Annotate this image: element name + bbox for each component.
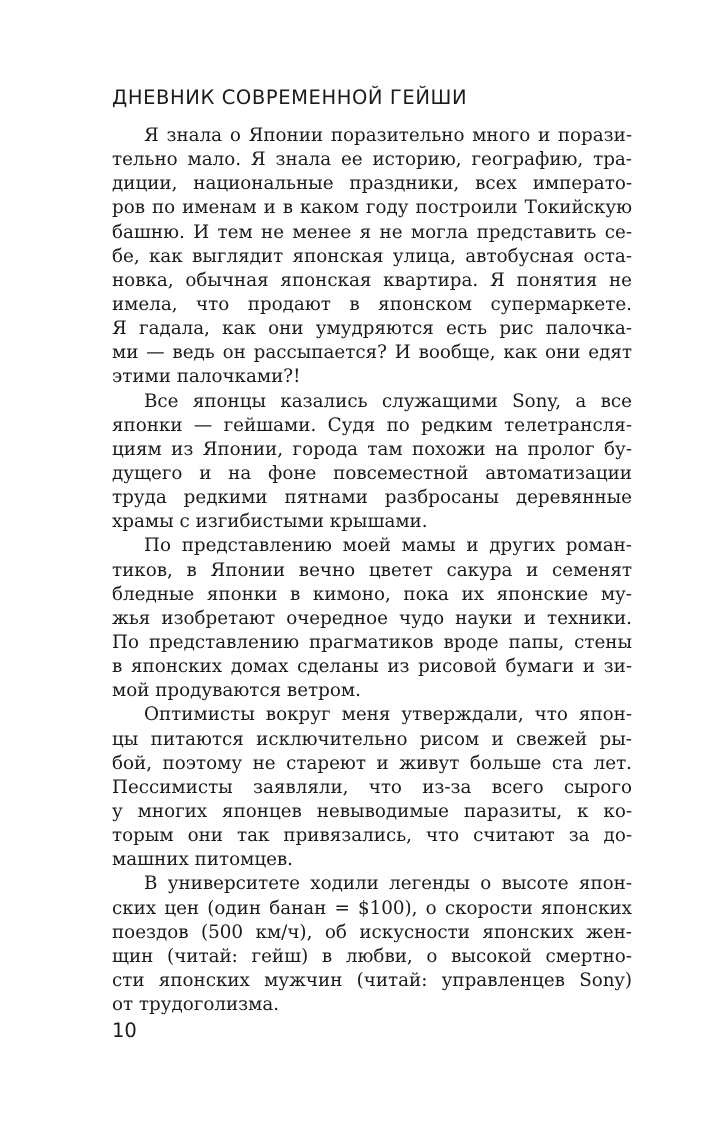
text-line: японки — гейшами. Судя по редким телетрансля- xyxy=(112,414,632,436)
text-line: Я гадала, как они умудряются есть рис палочка- xyxy=(112,318,632,340)
text-line: у многих японцев невыводимые паразиты, к ко- xyxy=(112,800,632,822)
paragraph xyxy=(112,390,632,535)
text-line: жья изобретают очередное чудо науки и техники. xyxy=(112,607,632,629)
text-line: храмы с изгибистыми крышами. xyxy=(112,511,428,533)
paragraph xyxy=(112,124,632,390)
text-line: Все японцы казались служащими Sony, а все xyxy=(144,390,632,412)
text-line: этими палочками?! xyxy=(112,366,301,388)
paragraph xyxy=(112,534,632,703)
text-line: ров по именам и в каком году построили Токийскую xyxy=(112,197,632,219)
text-line: поездов (500 км/ч), об искусности японских жен- xyxy=(112,921,632,943)
text-line: труда редкими пятнами разбросаны деревянные xyxy=(112,487,632,509)
text-line: ских цен (один банан = $100), о скорости японских xyxy=(112,897,632,919)
text-line: сти японских мужчин (читай: управленцев Sony) xyxy=(112,969,632,991)
text-line: В университете ходили легенды о высоте япон- xyxy=(144,873,632,895)
text-line: ми — ведь он рассыпается? И вообще, как они едят xyxy=(112,342,632,364)
text-line: торым они так привязались, что считают за до- xyxy=(112,825,632,847)
body-text xyxy=(112,124,632,1017)
text-line: циям из Японии, города там похожи на пролог бу- xyxy=(112,438,632,460)
text-line: от трудоголизма. xyxy=(112,994,280,1016)
text-line: имела, что продают в японском супермаркете. xyxy=(112,293,632,315)
paragraph xyxy=(112,872,632,1017)
text-line: башню. И тем не менее я не могла представить се- xyxy=(112,221,632,243)
text-line: Я знала о Японии поразительно много и порази- xyxy=(144,125,632,146)
text-line: щин (читай: гейш) в любви, о высокой смертно- xyxy=(112,945,632,967)
text-line: машних питомцев. xyxy=(112,849,293,871)
text-line: новка, обычная японская квартира. Я понятия не xyxy=(112,269,632,291)
paragraph xyxy=(112,703,632,872)
text-line: Пессимисты заявляли, что из-за всего сырого xyxy=(112,776,632,798)
text-line: бледные японки в кимоно, пока их японские му- xyxy=(112,583,632,605)
text-line: бе, как выглядит японская улица, автобусная оста- xyxy=(112,245,632,267)
text-line: диции, национальные праздники, всех императо- xyxy=(112,173,632,195)
text-line: дущего и на фоне повсеместной автоматизации xyxy=(112,462,632,484)
text-line: тельно мало. Я знала ее историю, географию, тра- xyxy=(112,149,632,171)
text-line: По представлению прагматиков вроде папы, стены xyxy=(112,631,632,653)
text-line: По представлению моей мамы и других роман- xyxy=(144,535,632,557)
text-line: в японских домах сделаны из рисовой бумаги и зи- xyxy=(112,656,632,678)
page-number: 10 xyxy=(112,1019,137,1042)
text-line: мой продуваются ветром. xyxy=(112,680,361,702)
text-line: цы питаются исключительно рисом и свежей ры- xyxy=(112,728,632,750)
running-head: ДНЕВНИК СОВРЕМЕННОЙ ГЕЙШИ xyxy=(112,86,468,109)
text-line: тиков, в Японии вечно цветет сакура и семенят xyxy=(112,559,632,581)
text-line: бой, поэтому не стареют и живут больше ста лет. xyxy=(112,752,632,774)
text-line: Оптимисты вокруг меня утверждали, что япон- xyxy=(144,704,632,726)
